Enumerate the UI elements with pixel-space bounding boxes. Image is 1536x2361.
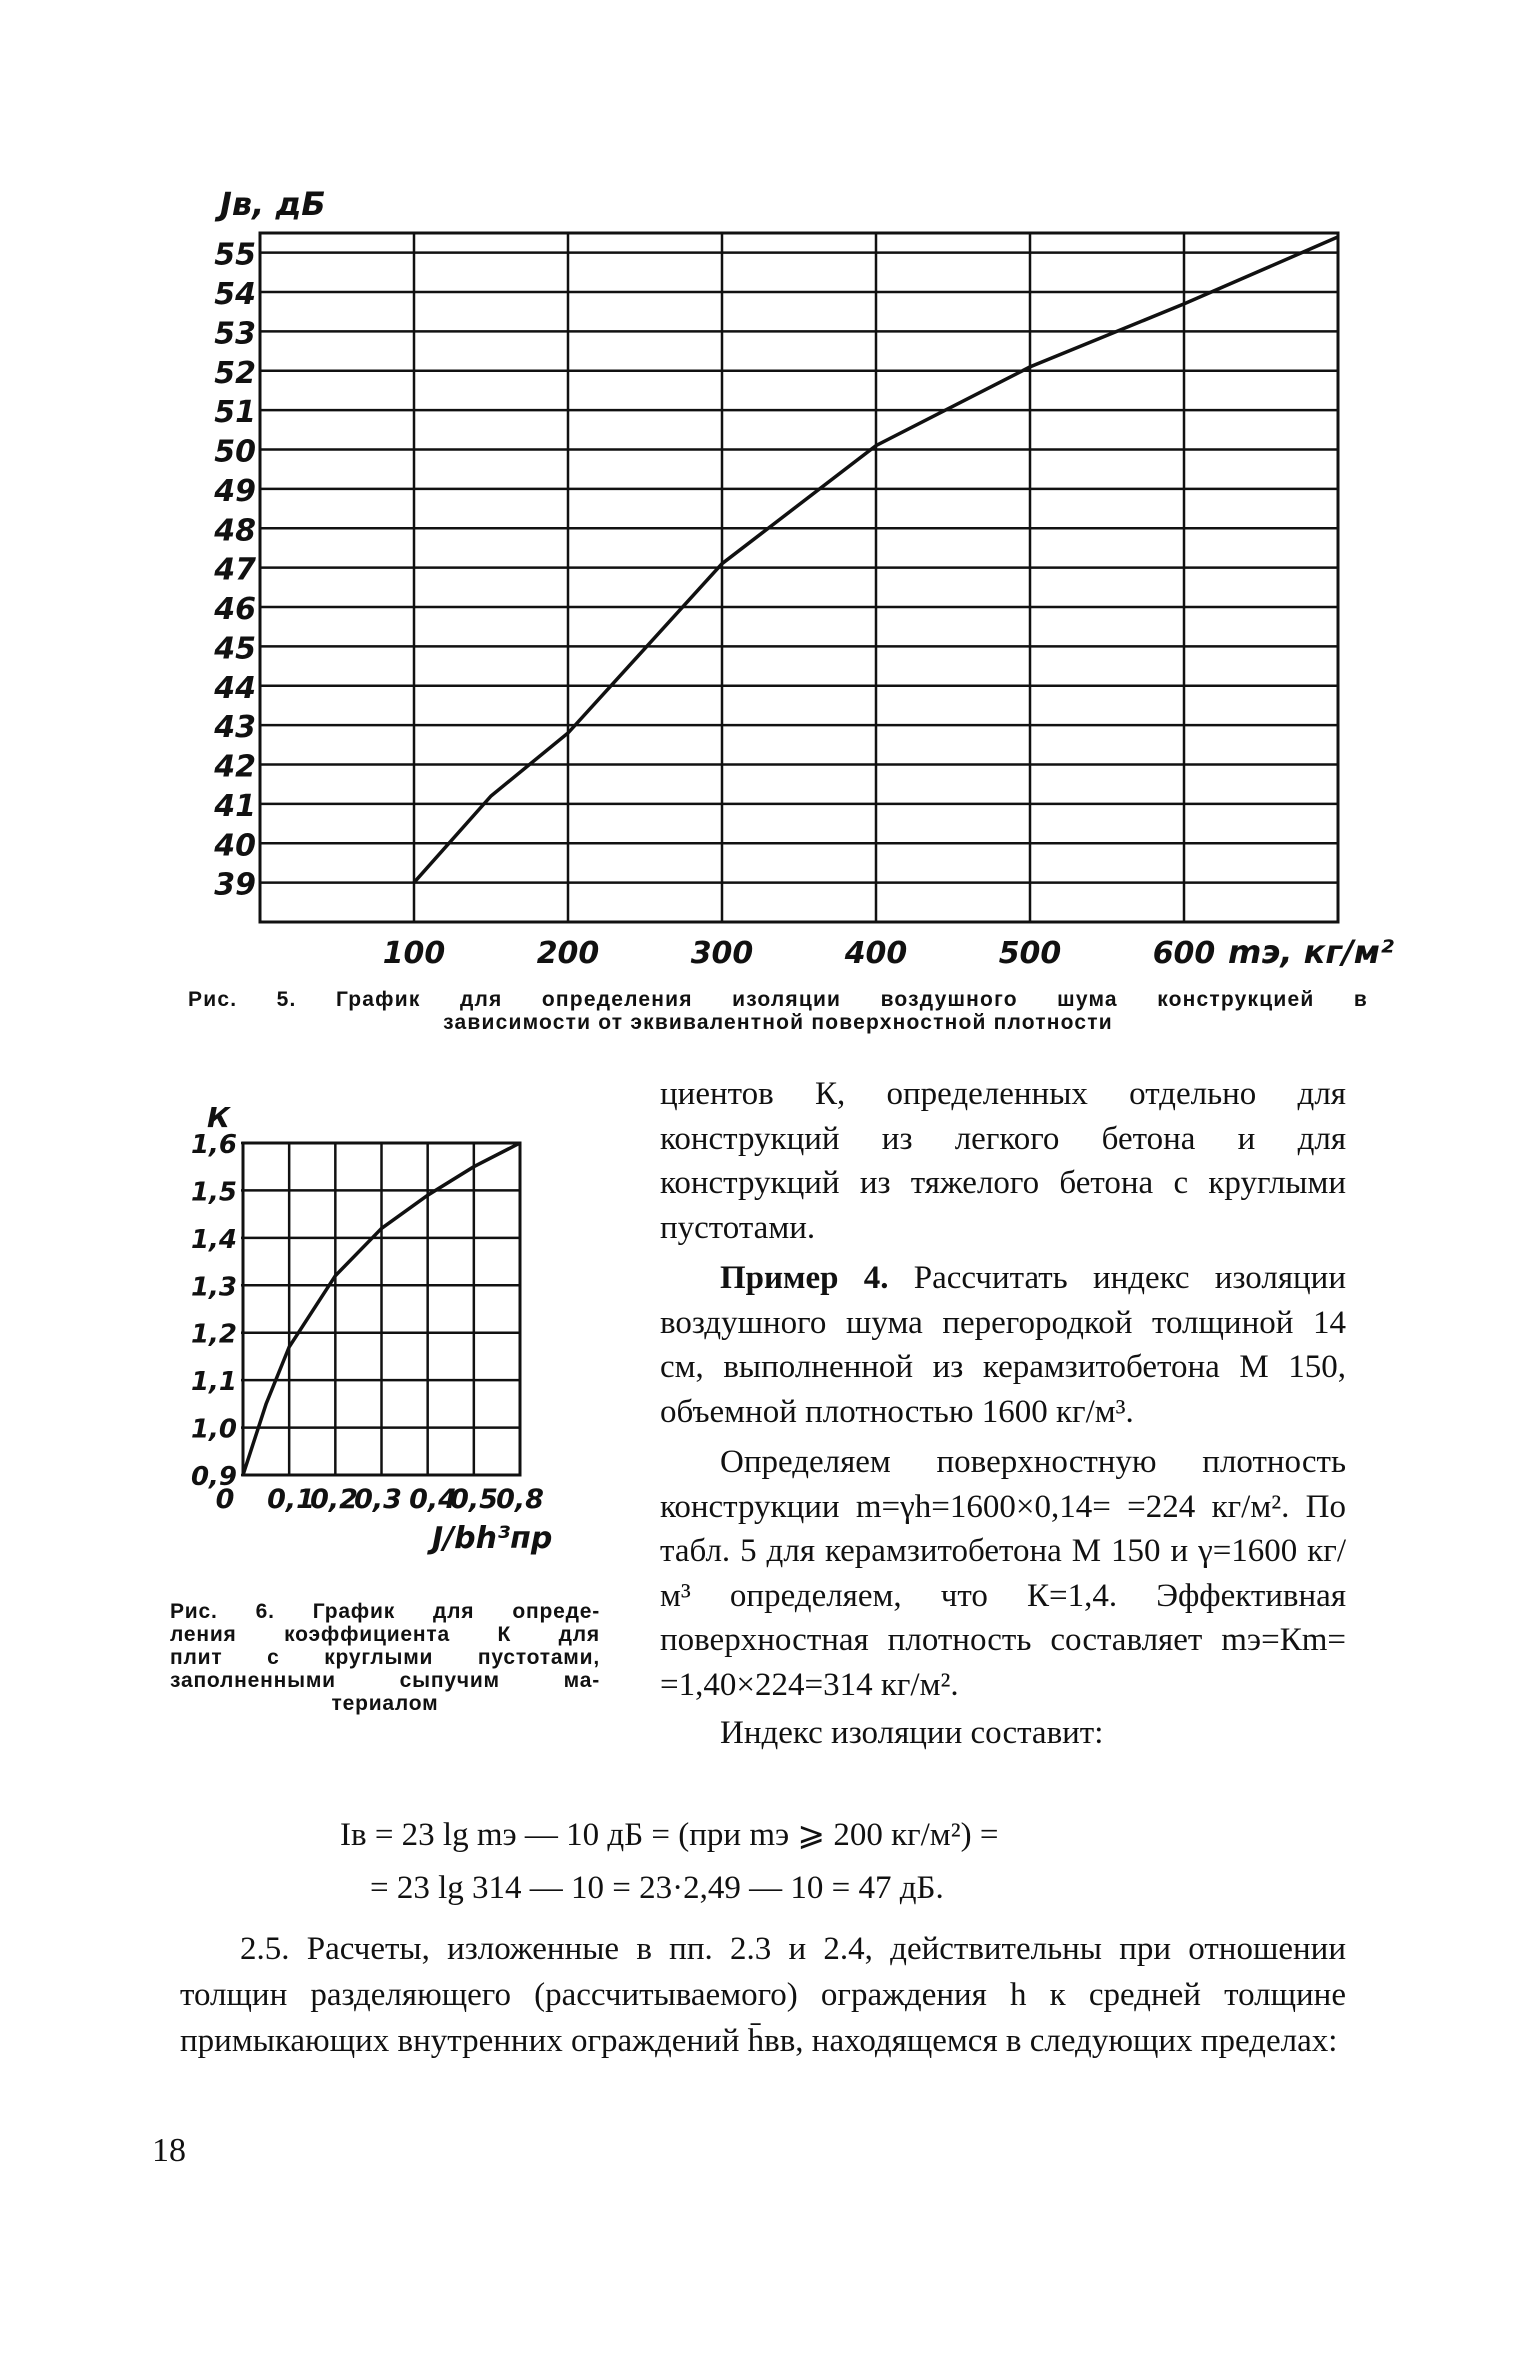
fig5-caption-text: График для определения изоляции воздушного шума конструкцией в bbox=[335, 988, 1368, 1011]
fig6-grid bbox=[241, 1143, 520, 1475]
fig5-x-axis-label: mэ, кг/м² bbox=[1228, 933, 1394, 971]
fig5-x-tick-label: 200 bbox=[536, 936, 600, 971]
fig6-x-tick-label: 0,2 bbox=[310, 1484, 358, 1515]
paragraph-calculation: Определяем поверхностную плотность конструкции m=γh=1600×0,14= =224 кг/м². По табл. 5 для керамзитобетона М 150 и γ=1600 кг/м³ определяем, что К=1,4. Эффективная поверхностная плотность составляет mэ=Кm= =1,40×224=314 кг/м². bbox=[660, 1444, 1346, 1703]
fig5-x-tick-label: 400 bbox=[844, 936, 908, 971]
figure-6-chart bbox=[0, 0, 620, 1620]
fig6-y-ticks bbox=[191, 1130, 237, 1492]
section-2-5-text: 2.5. Расчеты, изложенные в пп. 2.3 и 2.4, действительны при отношении толщин разделяющего (рассчитываемого) ограждения h к средней толщине примыкающих внутренних ограждений h̄вв, находящемся в следующих пределах: bbox=[180, 1931, 1346, 2059]
fig6-caption-line: териалом bbox=[331, 1692, 439, 1715]
paragraph-example-4 bbox=[660, 1256, 1346, 1434]
fig6-x-tick-label: 0,8 bbox=[496, 1484, 544, 1515]
fig5-y-tick-label: 44 bbox=[214, 670, 256, 706]
fig6-y-tick-label: 0,9 bbox=[190, 1462, 237, 1492]
fig5-x-tick-label: 600 bbox=[1152, 936, 1216, 971]
fig5-caption-prefix: Рис. 5. bbox=[188, 988, 297, 1011]
fig5-y-tick-label: 52 bbox=[214, 355, 256, 391]
fig5-y-axis-label: Jв, дБ bbox=[220, 185, 326, 223]
fig6-y-tick-label: 1,6 bbox=[190, 1130, 237, 1160]
fig6-y-tick-label: 1,4 bbox=[190, 1224, 237, 1255]
formula-line-2: = 23 lg 314 — 10 = 23·2,49 — 10 = 47 дБ. bbox=[370, 1870, 944, 1906]
fig6-y-tick-label: 1,1 bbox=[190, 1367, 237, 1398]
fig6-caption-line: плит с круглыми пустотами, bbox=[170, 1646, 600, 1669]
fig6-x-tick-label: 0 bbox=[215, 1484, 235, 1515]
fig5-x-tick-label: 100 bbox=[382, 936, 446, 971]
fig5-x-tick-label: 300 bbox=[690, 936, 754, 971]
fig6-x-tick-label: 0,4 bbox=[409, 1484, 457, 1515]
fig6-x-tick-label: 0,3 bbox=[354, 1484, 402, 1515]
fig5-y-tick-label: 41 bbox=[214, 788, 256, 824]
fig5-caption-line2: зависимости от эквивалентной поверхностной плотности bbox=[443, 1011, 1113, 1034]
fig6-x-axis-label: J/bh³пр bbox=[432, 1521, 553, 1556]
fig5-y-tick-label: 54 bbox=[214, 277, 256, 313]
fig6-caption-line: Рис. 6. График для опреде- bbox=[170, 1600, 600, 1623]
fig6-y-axis-label: К bbox=[207, 1101, 230, 1134]
fig5-y-tick-label: 40 bbox=[214, 828, 256, 864]
fig6-x-tick-label: 0,5 bbox=[450, 1484, 498, 1515]
formula-line-1: Iв = 23 lg mэ — 10 дБ = (при mэ ⩾ 200 кг/м²) = bbox=[340, 1817, 999, 1853]
fig5-y-tick-label: 45 bbox=[214, 631, 256, 667]
paragraph-result-intro: Индекс изоляции составит: bbox=[720, 1715, 1104, 1751]
fig5-y-tick-label: 50 bbox=[214, 434, 256, 470]
fig6-y-tick-label: 1,2 bbox=[190, 1319, 237, 1350]
fig5-y-tick-label: 49 bbox=[214, 473, 256, 509]
fig5-y-tick-label: 46 bbox=[214, 592, 256, 628]
fig5-y-tick-label: 42 bbox=[214, 749, 256, 785]
fig5-y-tick-label: 47 bbox=[214, 552, 256, 588]
fig6-caption-line: заполненными сыпучим ма- bbox=[170, 1669, 600, 1692]
example-4-lead: Пример 4. bbox=[720, 1260, 889, 1296]
page-number: 18 bbox=[152, 2132, 186, 2169]
fig5-y-tick-label: 55 bbox=[214, 237, 256, 273]
fig6-caption bbox=[170, 1600, 600, 1715]
fig5-y-tick-label: 51 bbox=[214, 395, 256, 431]
fig6-x-tick-label: 0,1 bbox=[267, 1484, 315, 1515]
right-text-column bbox=[660, 1072, 1346, 1756]
fig5-y-tick-label: 53 bbox=[214, 316, 256, 352]
fig6-y-tick-label: 1,3 bbox=[190, 1272, 237, 1303]
fig5-x-tick-label: 500 bbox=[998, 936, 1062, 971]
paragraph-continuation: циентов К, определенных отдельно для конструкций из легкого бетона и для конструкций из тяжелого бетона с круглыми пустотами. bbox=[660, 1076, 1346, 1246]
example-4-text: Рассчитать индекс изоляции воздушного шума перегородкой толщиной 14 см, выполненной из керамзитобетона М 150, объемной плотностью 1600 кг/м³. bbox=[660, 1260, 1346, 1430]
fig6-y-tick-label: 1,0 bbox=[190, 1414, 237, 1445]
fig5-y-tick-label: 43 bbox=[214, 710, 256, 746]
fig5-y-tick-label: 48 bbox=[214, 513, 256, 549]
fig6-y-tick-label: 1,5 bbox=[190, 1177, 237, 1208]
fig6-x-ticks bbox=[216, 1484, 544, 1515]
fig5-y-tick-label: 39 bbox=[214, 867, 256, 903]
fig6-caption-line: ления коэффициента К для bbox=[170, 1623, 600, 1646]
section-2-5 bbox=[180, 1926, 1346, 2064]
